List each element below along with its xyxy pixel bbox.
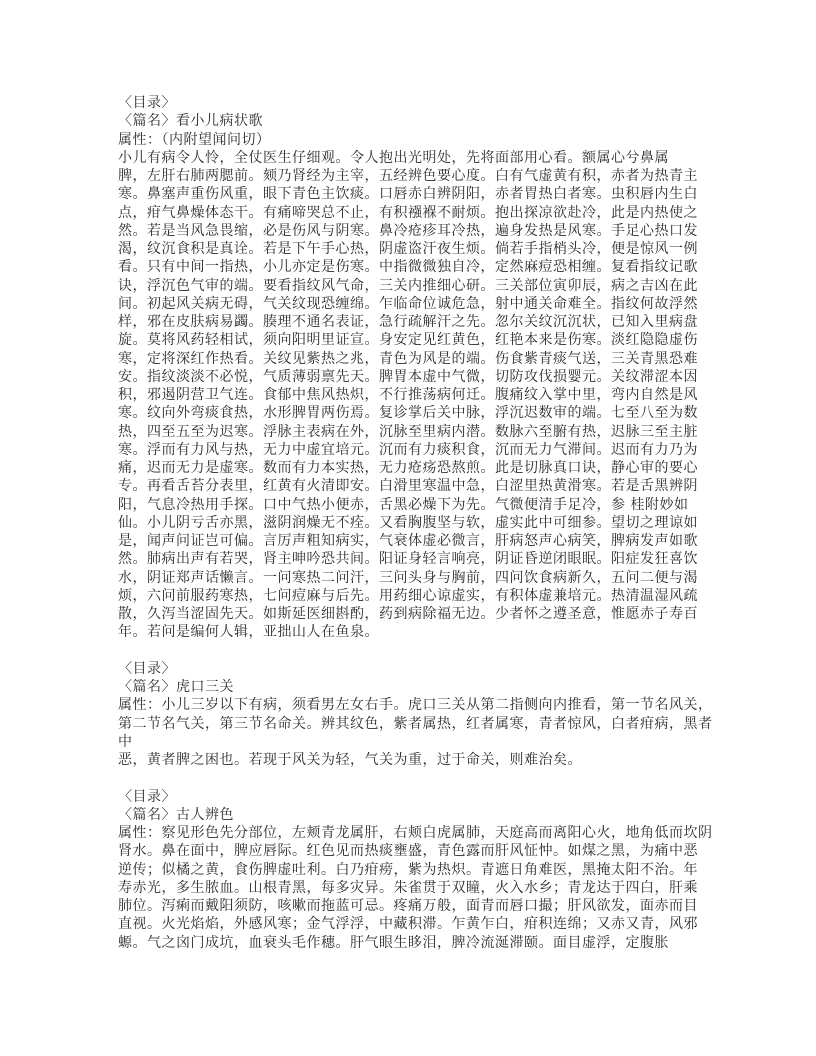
body-text-line: 积，邪遏阴营卫气连。食郁中焦风热炽，不行推荡病何迁。腹痛纹入掌中里，弯内自然是风: [118, 387, 698, 403]
body-text-line: 旋。莫将风药轻相试，须向阳明里证宣。身安定见红黄色，红艳本来是伤寒。淡红隐隐虚伤: [118, 332, 698, 349]
body-text-line: 专。再看舌苔分表里，红黄有火清即安。白滑里寒温中急，白涩里热黄滑寒。若是舌黑辨阴: [118, 478, 698, 495]
body-text-line: 散，久泻当涩固先天。如斯延医细斟酌，药到病除福无边。少者怀之遵圣意，惟愿赤子寿百: [118, 606, 698, 622]
body-text-line: 然。肺病出声有若哭，肾主呻吟恐共间。阳证身轻言响亮，阴证昏逆闭眼眠。阳症发狂喜饮: [118, 551, 698, 568]
body-text-line: 第二节名气关，第三节名命关。辨其纹色，紫者属热，红者属寒，青者惊风，白者疳病，黑者: [118, 715, 713, 732]
body-text-line: 脾，左肝右肺两腮前。颏乃肾经为主宰，五经辨色要心度。白有气虚黄有积，赤者为热青主: [118, 168, 698, 184]
toc-marker: 〈目录〉: [118, 660, 176, 677]
body-text-line: 看。只有中间一指热，小儿亦定是伤寒。中指微微独自冷，定然麻痘恐相缠。复看指纹记歌: [118, 259, 698, 276]
section-title: 〈篇名〉古人辨色: [118, 806, 234, 823]
section-title: 〈篇名〉虎口三关: [118, 679, 234, 695]
body-text-line: 诀，浮沉色气审的端。要看指纹风气命，三关内推细心研。三关部位寅卯辰，病之吉凶在此: [118, 277, 698, 294]
body-text-line: 肺位。泻痢而戴阳须防，咳嗽而拖蓝可忌。疼痛万般，面青而唇口撮；肝风欲发，面赤而目: [118, 898, 698, 914]
document-page: [118, 94, 713, 970]
body-text-line: 然。若是当风急畏缩，必是伤风与阴寒。鼻冷疮疹耳冷热，遍身发热是风寒。手足心热口发: [118, 222, 698, 239]
body-text-line: 恶，黄者脾之困也。若现于风关为轻，气关为重，过于命关，则难治矣。: [118, 752, 582, 768]
document-section: [118, 788, 713, 952]
body-text-line: 渴，纹沉食积是真诠。若是下午手心热，阴虚盗汗夜生烦。倘若手指梢头冷，便是惊风一例: [118, 241, 698, 257]
section-title: 〈篇名〉看小儿病状歌: [118, 113, 263, 130]
document-section: [118, 94, 713, 642]
body-text-line: 属性：（内附望闻问切）: [118, 131, 271, 148]
body-text-line: 中: [118, 733, 133, 750]
toc-marker: 〈目录〉: [118, 95, 176, 111]
body-text-line: 水，阴证郑声话懒言。一问寒热二问汗，三问头身与胸前，四问饮食病新久，五问二便与渴: [118, 569, 698, 586]
body-text-line: 肾水。鼻在面中，脾应唇际。红色见而热痰壅盛，青色露而肝风怔忡。如煤之黑，为痛中恶: [118, 843, 698, 860]
body-text-line: 逆传；似橘之黄，食伤脾虚吐利。白乃疳痨，紫为热炽。青遮日角难医，黑掩太阳不治。年: [118, 861, 698, 878]
body-text-line: 寒，定将深红作热看。关纹见紫热之兆，青色为风是的端。伤食紫青痰气送，三关青黑恐难: [118, 350, 698, 367]
toc-marker: 〈目录〉: [118, 788, 176, 805]
body-text-line: 寒。鼻塞声重伤风重，眼下青色主饮痰。口唇赤白辨阴阳，赤者胃热白者寒。虫积唇内生白: [118, 186, 698, 203]
body-text-line: 痛，迟而无力是虚寒。数而有力本实热，无力疮疡恐熬煎。此是切脉真口诀，静心审的要心: [118, 460, 698, 476]
body-text-line: 属性：小儿三岁以下有病，须看男左女右手。虎口三关从第二指侧向内推看，第一节名风关，: [118, 697, 713, 714]
body-text-line: 是，闻声问证岂可偏。言厉声粗知病实，气衰体虚必微言，肝病怒声心病笑，脾病发声如歌: [118, 533, 698, 549]
body-text-line: 阳，气息冷热用手探。口中气热小便赤，舌黑必燥下为先。气微便清手足冷，参 桂附妙如: [118, 496, 689, 513]
body-text-line: 寒。纹向外弯痰食热，水形脾胃两伤焉。复诊掌后关中脉，浮沉迟数审的端。七至八至为数: [118, 405, 698, 422]
body-text-line: 寒。浮而有力风与热，无力中虚宜培元。沉而有力痰积食，沉而无力气滞间。迟而有力乃为: [118, 441, 698, 458]
body-text-line: 样，邪在皮肤病易蠲。腠理不通名表证，急行疏解汗之先。忽尔关纹沉沉状，已知入里病盘: [118, 314, 698, 330]
body-text-line: 烦，六问前服药寒热，七问痘麻与后先。用药细心谅虚实，有积体虚兼培元。热清温湿风疏: [118, 587, 698, 604]
body-text-line: 热，四至五至为迟寒。浮脉主表病在外，沉脉至里病内潜。数脉六至腑有热，迟脉三至主脏: [118, 423, 698, 440]
body-text-line: 小儿有病令人怜，全仗医生仔细观。令人抱出光明处，先将面部用心看。额属心兮鼻属: [118, 149, 669, 166]
body-text-line: 仙。小儿阴亏舌亦黑，滋阴润燥无不痊。又看胸腹坚与软，虚实此中可细参。望切之理谅如: [118, 514, 698, 531]
body-text-line: 寿赤光，多生脓血。山根青黑，每多灾异。朱雀贯于双瞳，火入水乡；青龙达于四白，肝乘: [118, 879, 698, 896]
body-text-line: 安。指纹淡淡不必悦，气质薄弱禀先天。脾胃本虚中气微，切防攻伐损婴元。关纹滞涩本因: [118, 368, 698, 385]
document-section: [118, 660, 713, 770]
body-text-line: 属性：察见形色先分部位，左颊青龙属肝，右颊白虎属肺，天庭高而离阳心火，地角低而坎阴: [118, 825, 713, 841]
body-text-line: 螈。气之囟门成坑，血衰头毛作穗。肝气眼生眵泪，脾冷流涎滞颐。面目虚浮，定腹胀: [118, 934, 669, 951]
body-text-line: 直视。火光焰焰，外感风寒；金气浮浮，中藏积滞。乍黄乍白，疳积连绵；又赤又青，风邪: [118, 916, 698, 933]
body-text-line: 点，疳气鼻燥体态干。有痛啼哭总不止，有积襁褓不耐烦。抱出探凉欲赴冷，此是内热使之: [118, 204, 698, 221]
body-text-line: 间。初起风关病无碍，气关纹现恐缠绵。乍临命位诚危急，射中通关命难全。指纹何故浮然: [118, 295, 698, 312]
body-text-line: 年。若问是编何人辑，亚拙山人在鱼泉。: [118, 624, 379, 641]
